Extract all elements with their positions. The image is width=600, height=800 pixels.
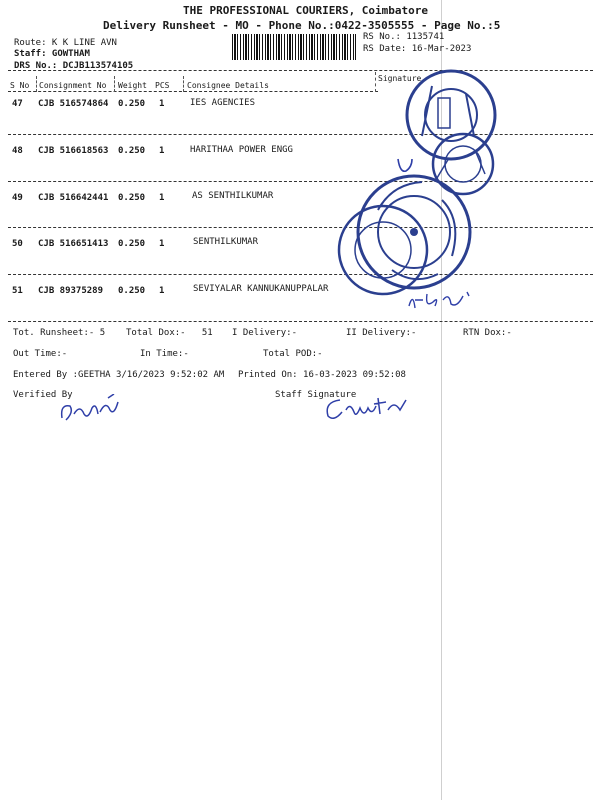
row-48-consignee: HARITHAA POWER ENGG [190,145,293,155]
row-49-sno: 49 [12,193,23,203]
ii-delivery: II Delivery:- [346,328,417,338]
col-header-pcs: PCS [155,81,170,90]
row-rule [8,321,593,322]
row-47-pcs: 1 [159,99,165,109]
row-51-pcs: 1 [159,286,165,296]
i-delivery: I Delivery:- [232,328,298,338]
staff-signature [320,388,412,426]
col-header-signature: Signature [378,74,422,83]
verified-by-signature [56,394,126,428]
col-header-consignment: Consignment No [39,81,107,90]
staff-label: Staff: GOWTHAM [14,49,90,59]
treasury-office-stamp-overlap [328,200,448,300]
row-51-consignment: CJB 89375289 [38,286,104,296]
row-49-weight: 0.250 [118,193,146,203]
drs-number: DRS No.: DCJB113574105 [14,61,134,71]
row-51-sno: 51 [12,286,23,296]
staff-signature-label: Staff Signature [275,390,357,400]
entered-by: Entered By :GEETHA 3/16/2023 9:52:02 AM [13,370,225,380]
header-top-rule [8,70,593,71]
col-sep [114,76,115,92]
barcode [232,34,356,60]
row-49-consignee: AS SENTHILKUMAR [192,191,274,201]
verified-by: Verified By [13,390,73,400]
col-sep [36,76,37,92]
row-47-weight: 0.250 [118,99,146,109]
row-48-pcs: 1 [159,146,165,156]
row-50-weight: 0.250 [118,239,146,249]
row-48-weight: 0.250 [118,146,146,156]
row-47-sno: 47 [12,99,23,109]
handwritten-mark [394,155,420,177]
row-48-sno: 48 [12,146,23,156]
route-label: Route: K K LINE AVN [14,38,117,48]
total-dox: Total Dox:- 51 [126,328,213,338]
row-50-consignee: SENTHILKUMAR [193,237,259,247]
row-rule [8,134,593,135]
total-pod: Total POD:- [263,349,323,359]
col-header-consignee: Consignee Details [187,81,269,90]
row-48-consignment: CJB 516618563 [38,146,109,156]
row-50-pcs: 1 [159,239,165,249]
rs-date: RS Date: 16-Mar-2023 [363,44,472,54]
rs-number: RS No.: 1135741 [363,32,445,42]
col-header-sno: S No [10,81,30,90]
row-49-consignment: CJB 516642441 [38,193,109,203]
col-header-weight: Weight [118,81,147,90]
out-time: Out Time:- [13,349,68,359]
row-rule [8,274,593,275]
document-subtitle: Delivery Runsheet - MO - Phone No.:0422-3505555 - Page No.:5 [103,19,501,32]
in-time: In Time:- [140,349,189,359]
tot-runsheet: Tot. Runsheet:- 5 [13,328,106,338]
row-51-weight: 0.250 [118,286,146,296]
document-title: THE PROFESSIONAL COURIERS, Coimbatore [183,4,429,17]
col-sep [183,76,184,92]
rtn-dox: RTN Dox:- [463,328,512,338]
row-49-pcs: 1 [159,193,165,203]
row-47-consignee: IES AGENCIES [190,98,256,108]
row-51-consignee: SEVIYALAR KANNUKANUPPALAR [193,284,329,294]
row-50-sno: 50 [12,239,23,249]
row-47-consignment: CJB 516574864 [38,99,109,109]
col-sep [375,72,376,92]
receiver-signature [405,286,475,312]
header-bottom-rule [8,91,378,92]
row-rule [8,227,593,228]
row-50-consignment: CJB 516651413 [38,239,109,249]
printed-on: Printed On: 16-03-2023 09:52:08 [238,370,406,380]
row-rule [8,181,593,182]
